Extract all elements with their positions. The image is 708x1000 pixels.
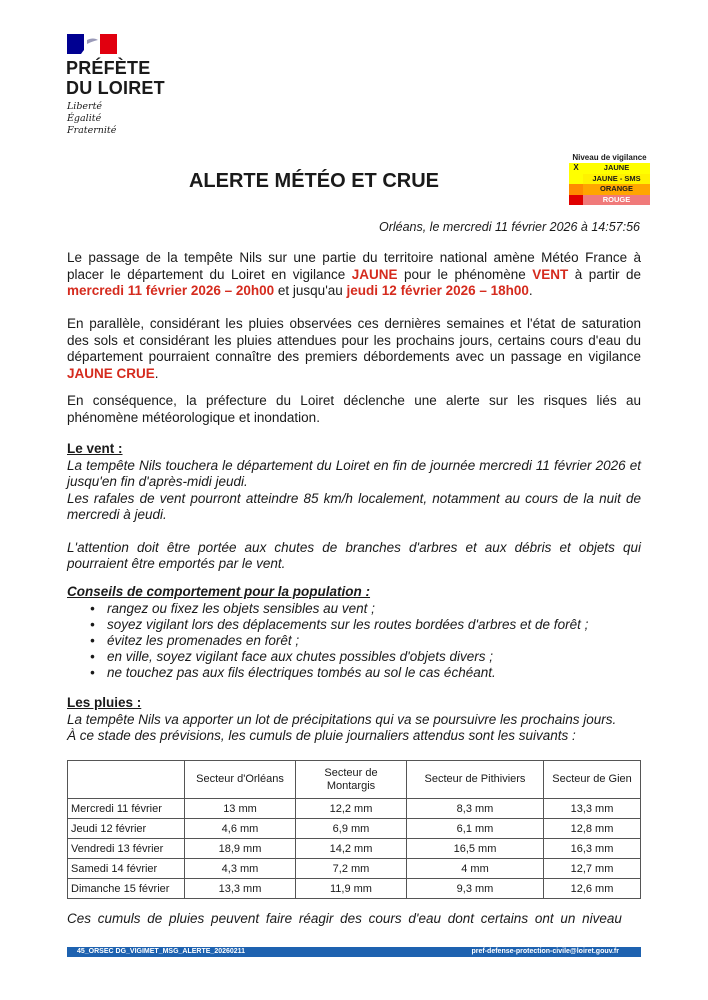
table-cell: 11,9 mm <box>296 879 407 899</box>
table-cell: 9,3 mm <box>407 879 544 899</box>
pluies-text-2: À ce stade des prévisions, les cumuls de pluie journaliers attendus sont les suivants : <box>67 728 576 743</box>
table-cell: 18,9 mm <box>185 839 296 859</box>
motto-egalite: Égalité <box>67 113 102 124</box>
table-row <box>68 879 641 899</box>
table-cell: 6,9 mm <box>296 819 407 839</box>
section-heading-vent: Le vent : <box>67 441 123 456</box>
prefecture-line2: DU LOIRET <box>66 78 165 98</box>
advice-text: en ville, soyez vigilant face aux chutes possibles d'objets divers ; <box>107 648 494 664</box>
table-cell: 13,3 mm <box>185 879 296 899</box>
text: En parallèle, considérant les pluies observées ces dernières semaines et l'état de saturation des sols et considérant les pluies attendues pour les prochains jours, certains cours d'eau du département pourraient connaître des premiers débordements avec un passage en vigilance <box>67 316 641 364</box>
table-cell: 16,3 mm <box>544 839 641 859</box>
advice-text: soyez vigilant lors des déplacements sur les routes bordées d'arbres et de forêt ; <box>107 616 589 632</box>
vigilance-label: JAUNE - SMS <box>592 173 641 183</box>
table-header-cell: Secteur d'Orléans <box>185 761 296 799</box>
vigilance-mark: X <box>569 163 583 174</box>
document-title: ALERTE MÉTÉO ET CRUE <box>188 170 439 192</box>
vent-text-1: La tempête Nils touchera le département du Loiret en fin de journée mercredi 11 février 2026 et jusqu'en fin d'après-midi jeudi. <box>67 457 641 489</box>
text: et jusqu'au <box>274 283 347 298</box>
vigilance-title: Niveau de vigilance <box>572 153 647 162</box>
section-heading-pluies: Les pluies : <box>67 695 142 710</box>
motto-liberte: Liberté <box>67 101 103 112</box>
text: . <box>528 283 533 298</box>
vent-text-3: L'attention doit être portée aux chutes de branches d'arbres et aux débris et objets qui pourraient être emportés par le vent. <box>67 539 641 571</box>
text: à partir de <box>568 266 641 282</box>
section-pluies <box>67 695 641 745</box>
advice-text: rangez ou fixez les objets sensibles au vent ; <box>107 600 375 616</box>
table-cell: 4 mm <box>407 859 544 879</box>
table-cell: 6,1 mm <box>407 819 544 839</box>
section-conseils <box>67 584 641 681</box>
table-header-cell: Secteur de Pithiviers <box>407 761 544 799</box>
table-row <box>68 839 641 859</box>
paragraph-consequence: En conséquence, la préfecture du Loiret déclenche une alerte sur les risques liés au phénomène météorologique et inondation. <box>67 393 641 425</box>
pluies-text-1: La tempête Nils va apporter un lot de précipitations qui va se poursuivre les prochains jours. <box>67 711 617 727</box>
section-heading-conseils: Conseils de comportement pour la population : <box>67 584 371 599</box>
table-cell: 13 mm <box>185 799 296 819</box>
paragraph-vent-alert <box>67 250 641 300</box>
table-cell: 8,3 mm <box>407 799 544 819</box>
republique-francaise-logo <box>67 34 117 54</box>
vigilance-label: JAUNE <box>603 163 630 172</box>
advice-item <box>67 665 641 681</box>
advice-item <box>67 649 641 665</box>
table-row <box>68 819 641 839</box>
table-cell: 12,8 mm <box>544 819 641 839</box>
advice-list <box>67 601 641 681</box>
footer-bar <box>67 947 641 957</box>
start-date: mercredi 11 février 2026 – 20h00 <box>67 283 275 298</box>
advice-text: évitez les promenades en forêt ; <box>107 632 300 648</box>
motto-fraternite: Fraternité <box>67 125 117 136</box>
advice-item <box>67 633 641 649</box>
dateline: Orléans, le mercredi 11 février 2026 à 14:57:56 <box>378 220 640 234</box>
text: pour le phénomène <box>397 266 533 282</box>
table-row-label: Vendredi 13 février <box>68 839 185 859</box>
end-date: jeudi 12 février 2026 – 18h00 <box>346 283 529 298</box>
table-cell: 4,6 mm <box>185 819 296 839</box>
text: . <box>154 365 159 381</box>
table-cell: 4,3 mm <box>185 859 296 879</box>
prefecture-name <box>66 58 165 98</box>
advice-item <box>67 617 641 633</box>
prefecture-line1: PRÉFÈTE <box>66 58 151 78</box>
text: Le passage de la tempête Nils sur une partie du territoire national amène Météo France à placer le département du Loiret en vigilance <box>67 250 641 282</box>
phenomene-vent-label: VENT <box>532 266 569 282</box>
rain-forecast-table <box>67 760 641 899</box>
vent-text-2: Les rafales de vent pourront atteindre 85 km/h localement, notamment au cours de la nuit de mercredi à jeudi. <box>67 490 641 522</box>
table-cell: 14,2 mm <box>296 839 407 859</box>
advice-item <box>67 601 641 617</box>
table-cell: 12,7 mm <box>544 859 641 879</box>
section-vent <box>67 441 641 573</box>
closing-text: Ces cumuls de pluies peuvent faire réagir des cours d'eau dont certains ont un niveau <box>67 911 622 926</box>
table-row <box>68 799 641 819</box>
table-header-cell: Secteur de Montargis <box>296 761 407 799</box>
table-cell: 7,2 mm <box>296 859 407 879</box>
vigilance-crue-label: JAUNE CRUE <box>67 365 155 381</box>
table-header-cell: Secteur de Gien <box>544 761 641 799</box>
republic-motto <box>67 101 116 137</box>
table-header-row <box>68 761 641 799</box>
table-row-label: Mercredi 11 février <box>68 799 185 819</box>
vigilance-label: ORANGE <box>600 184 633 193</box>
table-row-label: Samedi 14 février <box>68 859 185 879</box>
vigilance-level-rouge <box>569 195 650 206</box>
table-cell: 12,6 mm <box>544 879 641 899</box>
vigilance-mark <box>569 195 583 206</box>
contact-email: pref-defense-protection-civile@loiret.gouv.fr <box>471 948 619 955</box>
table-cell: 12,2 mm <box>296 799 407 819</box>
table-header-cell <box>68 761 185 799</box>
table-cell: 13,3 mm <box>544 799 641 819</box>
advice-text: ne touchez pas aux fils électriques tombés au sol le cas échéant. <box>107 664 496 680</box>
table-cell: 16,5 mm <box>407 839 544 859</box>
table-row-label: Dimanche 15 février <box>68 879 185 899</box>
vigilance-label: ROUGE <box>602 194 631 204</box>
table-row-label: Jeudi 12 février <box>68 819 185 839</box>
vigilance-jaune-label: JAUNE <box>351 266 398 282</box>
document-reference: 45_ORSEC DG_VIGIMET_MSG_ALERTE_20260211 <box>77 948 246 955</box>
table-row <box>68 859 641 879</box>
paragraph-crue <box>67 316 641 382</box>
